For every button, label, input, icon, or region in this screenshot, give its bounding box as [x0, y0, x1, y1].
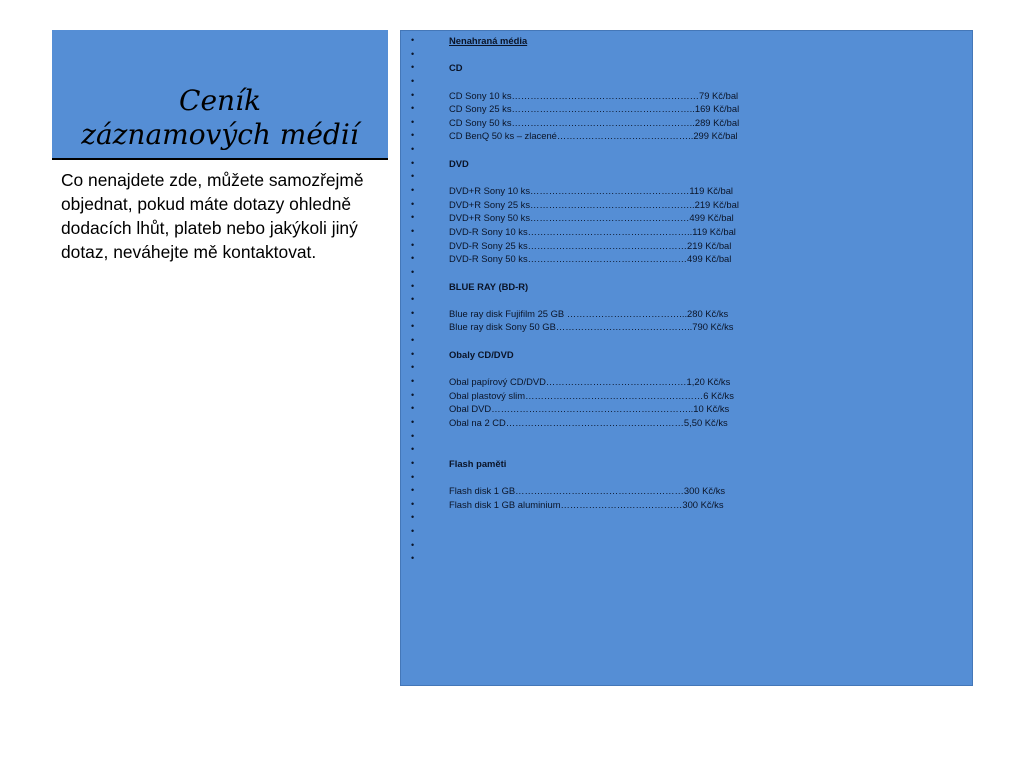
- bullet-icon: •: [411, 307, 415, 318]
- price-list-text: Nenahraná média: [449, 35, 528, 46]
- bullet-icon: •: [411, 376, 415, 387]
- price-list-text: CD Sony 25 ks…………………………………………………..169 Kč/bal: [449, 103, 740, 115]
- bullet-icon: •: [411, 144, 415, 155]
- bullet-icon: •: [411, 280, 415, 291]
- price-list-text: Obal na 2 CD…………………………………………………5,50 Kč/ks: [449, 416, 728, 428]
- price-list-text: Obal plastový slim…………………………………………………6 Kč/ks: [449, 389, 734, 401]
- bullet-icon: •: [411, 457, 415, 468]
- page-title: [52, 84, 388, 152]
- price-list-text: DVD+R Sony 10 ks……………………………………………119 Kč/bal: [449, 185, 734, 197]
- bullet-icon: •: [411, 198, 415, 209]
- price-list-text: Flash paměti: [449, 457, 507, 469]
- bullet-icon: •: [411, 321, 415, 332]
- bullet-icon: •: [411, 403, 415, 414]
- bullet-icon: •: [411, 130, 415, 141]
- bullet-icon: •: [411, 553, 415, 564]
- price-list-text: Obaly CD/DVD: [449, 348, 514, 360]
- price-list-text: DVD+R Sony 50 ks……………………………………………499 Kč/bal: [449, 212, 734, 224]
- price-list-text: CD Sony 50 ks…………………………………………………..289 Kč/bal: [449, 116, 740, 128]
- bullet-icon: •: [411, 498, 415, 509]
- bullet-icon: •: [411, 539, 415, 550]
- bullet-icon: •: [411, 185, 415, 196]
- bullet-icon: •: [411, 225, 415, 236]
- title-line-1: Ceník: [179, 84, 261, 117]
- price-list-text: DVD: [449, 157, 469, 169]
- price-list-text: DVD-R Sony 50 ks……………………………………………499 Kč/bal: [449, 253, 732, 265]
- price-list-text: Blue ray disk Sony 50 GB……………………………………..790 Kč/ks: [449, 321, 734, 333]
- bullet-icon: •: [411, 526, 415, 537]
- bullet-icon: •: [411, 212, 415, 223]
- title-line-2: záznamových médií: [81, 118, 359, 151]
- bullet-icon: •: [411, 362, 415, 373]
- price-list-text: DVD-R Sony 25 ks……………………………………………219 Kč/bal: [449, 239, 732, 251]
- price-list-text: Obal DVD………………………………………………………..10 Kč/ks: [449, 403, 730, 415]
- price-list-text: CD BenQ 50 ks – zlacené……………………………………..299 Kč/bal: [449, 130, 738, 142]
- price-list-text: Flash disk 1 GB………………………………………………300 Kč/ks: [449, 485, 726, 497]
- bullet-icon: •: [411, 294, 415, 305]
- bullet-icon: •: [411, 471, 415, 482]
- price-list-text: CD Sony 10 ks……………………………………………………79 Kč/bal: [449, 89, 739, 101]
- bullet-icon: •: [411, 485, 415, 496]
- bullet-icon: •: [411, 444, 415, 455]
- bullet-icon: •: [411, 348, 415, 359]
- bullet-icon: •: [411, 512, 415, 523]
- bullet-icon: •: [411, 157, 415, 168]
- price-list-text: DVD-R Sony 10 ks……………………………………………..119 Kč/bal: [449, 225, 736, 237]
- price-list-text: DVD+R Sony 25 ks……………………………………………..219 Kč/bal: [449, 198, 739, 210]
- bullet-icon: •: [411, 103, 415, 114]
- bullet-icon: •: [411, 62, 415, 73]
- bullet-icon: •: [411, 171, 415, 182]
- price-list-text: CD: [449, 62, 463, 74]
- bullet-icon: •: [411, 89, 415, 100]
- price-list-text: Blue ray disk Fujifilm 25 GB ………………………………...280 Kč/ks: [449, 307, 729, 319]
- price-list-text: Obal papírový CD/DVD………………………………………1,20 Kč/ks: [449, 376, 731, 388]
- price-list-panel: [400, 30, 973, 686]
- price-list-text: Flash disk 1 GB aluminium…………………………………300 Kč/ks: [449, 498, 724, 510]
- bullet-icon: •: [411, 239, 415, 250]
- bullet-icon: •: [411, 116, 415, 127]
- bullet-icon: •: [411, 416, 415, 427]
- bullet-icon: •: [411, 48, 415, 59]
- bullet-icon: •: [411, 253, 415, 264]
- bullet-icon: •: [411, 266, 415, 277]
- bullet-icon: •: [411, 430, 415, 441]
- intro-text: Co nenajdete zde, můžete samozřejmě objednat, pokud máte dotazy ohledně dodacích lhůt, plateb nebo jakýkoli jiný dotaz, neváhejte mě kontaktovat.: [61, 170, 364, 262]
- bullet-icon: •: [411, 75, 415, 86]
- bullet-icon: •: [411, 389, 415, 400]
- price-list-text: BLUE RAY (BD-R): [449, 280, 529, 292]
- bullet-icon: •: [411, 35, 415, 45]
- title-panel: [52, 30, 388, 160]
- bullet-icon: •: [411, 335, 415, 346]
